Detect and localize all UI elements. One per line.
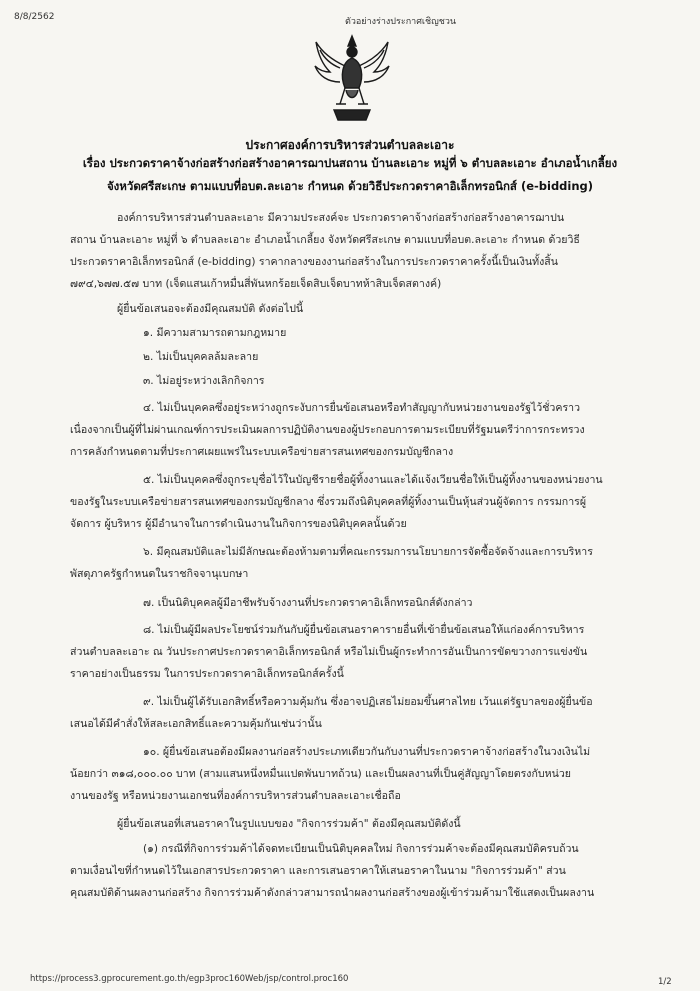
intro-line: องค์การบริหารส่วนตำบลละเอาะ มีความประสงค์จะ ประกวดราคาจ้างก่อสร้างก่อสร้างอาคารฌาปน	[117, 212, 565, 224]
qualification-item: ๕. ไม่เป็นบุคคลซึ่งถูกระบุชื่อไว้ในบัญชีรายชื่อผู้ทิ้งงานและได้แจ้งเวียนชื่อให้เป็นผู้ทิ้งงานของหน่วยงาน	[143, 474, 603, 486]
garuda-emblem-icon	[312, 32, 392, 126]
subject-line-1: เรื่อง ประกวดราคาจ้างก่อสร้างก่อสร้างอาคารฌาปนสถาน บ้านละเอาะ หมู่ที่ ๖ ตำบลละเอาะ อำเภอน้ำเกลี้ยง	[82, 156, 618, 170]
joint-venture-item-cont: คุณสมบัติด้านผลงานก่อสร้าง กิจการร่วมค้าดังกล่าวสามารถนำผลงานก่อสร้างของผู้เข้าร่วมค้ามาใช้แสดงเป็นผลงาน	[70, 887, 595, 899]
qualification-item-cont: ราคาอย่างเป็นธรรม ในการประกวดราคาอิเล็กทรอนิกส์ครั้งนี้	[70, 668, 344, 680]
announcement-title: ประกาศองค์การบริหารส่วนตำบลละเอาะ	[245, 138, 455, 152]
qualification-item-cont: งานของรัฐ หรือหน่วยงานเอกชนที่องค์การบริหารส่วนตำบลละเอาะเชื่อถือ	[70, 790, 401, 802]
qualifications-heading: ผู้ยื่นข้อเสนอจะต้องมีคุณสมบัติ ดังต่อไปนี้	[117, 303, 304, 315]
intro-line: ๗๙๔,๖๗๗.๕๗ บาท (เจ็ดแสนเก้าหมื่นสี่พันหกร้อยเจ็ดสิบเจ็ดบาทห้าสิบเจ็ดสตางค์)	[70, 278, 442, 290]
qualification-item: ๙. ไม่เป็นผู้ได้รับเอกสิทธิ์หรือความคุ้มกัน ซึ่งอาจปฏิเสธไม่ยอมขึ้นศาลไทย เว้นแต่รัฐบาลของผู้ยื่นข้อ	[143, 696, 593, 708]
joint-venture-item: (๑) กรณีที่กิจการร่วมค้าได้จดทะเบียนเป็นนิติบุคคลใหม่ กิจการร่วมค้าจะต้องมีคุณสมบัติครบถ้วน	[143, 843, 579, 855]
qualification-item-cont: ของรัฐในระบบเครือข่ายสารสนเทศของกรมบัญชีกลาง ซึ่งรวมถึงนิติบุคคลที่ผู้ทิ้งงานเป็นหุ้นส่วนผู้จัดการ กรรมการผู้	[70, 496, 587, 508]
joint-venture-item-cont: ตามเงื่อนไขที่กำหนดไว้ในเอกสารประกวดราคา และการเสนอราคาให้เสนอราคาในนาม "กิจการร่วมค้า" ส่วน	[70, 865, 566, 877]
intro-line: ประกวดราคาอิเล็กทรอนิกส์ (e-bidding) ราคากลางของงานก่อสร้างในการประกวดราคาครั้งนี้เป็นเงินทั้งสิ้น	[70, 256, 558, 268]
page-number: 1/2	[658, 977, 672, 987]
qualification-item: ๔. ไม่เป็นบุคคลซึ่งอยู่ระหว่างถูกระงับการยื่นข้อเสนอหรือทำสัญญากับหน่วยงานของรัฐไว้ชั่วคราว	[143, 402, 581, 414]
qualification-item-cont: เนื่องจากเป็นผู้ที่ไม่ผ่านเกณฑ์การประเมินผลการปฏิบัติงานของผู้ประกอบการตามระเบียบที่รัฐมนตรีว่าการกระทรวง	[70, 424, 585, 436]
qualification-item-cont: ส่วนตำบลละเอาะ ณ วันประกาศประกวดราคาอิเล็กทรอนิกส์ หรือไม่เป็นผู้กระทำการอันเป็นการขัดขวางการแข่งขัน	[70, 646, 588, 658]
qualification-item: ๗. เป็นนิติบุคคลผู้มีอาชีพรับจ้างงานที่ประกวดราคาอิเล็กทรอนิกส์ดังกล่าว	[143, 597, 473, 609]
print-date: 8/8/2562	[14, 12, 55, 22]
intro-line: สถาน บ้านละเอาะ หมู่ที่ ๖ ตำบลละเอาะ อำเภอน้ำเกลี้ยง จังหวัดศรีสะเกษ ตามแบบที่อบต.ละเอาะ กำหนด ด้วยวิธี	[70, 234, 580, 246]
qualification-item: ๘. ไม่เป็นผู้มีผลประโยชน์ร่วมกันกับผู้ยื่นข้อเสนอราคารายอื่นที่เข้ายื่นข้อเสนอให้แก่องค์การบริหาร	[143, 624, 585, 636]
qualification-item-cont: พัสดุภาครัฐกำหนดในราชกิจจานุเบกษา	[70, 568, 249, 580]
qualification-item: ๓. ไม่อยู่ระหว่างเลิกกิจการ	[143, 375, 265, 387]
footer-url: https://process3.gprocurement.go.th/egp3proc160Web/jsp/control.proc160	[30, 974, 349, 984]
joint-venture-heading: ผู้ยื่นข้อเสนอที่เสนอราคาในรูปแบบของ "กิจการร่วมค้า" ต้องมีคุณสมบัติดังนี้	[117, 818, 461, 830]
draft-note: ตัวอย่างร่างประกาศเชิญชวน	[345, 17, 457, 27]
qualification-item: ๒. ไม่เป็นบุคคลล้มละลาย	[143, 351, 259, 363]
qualification-item: ๑๐. ผู้ยื่นข้อเสนอต้องมีผลงานก่อสร้างประเภทเดียวกันกับงานที่ประกวดราคาจ้างก่อสร้างในวงเงินไม่	[143, 746, 591, 758]
qualification-item-cont: น้อยกว่า ๓๑๘,๐๐๐.๐๐ บาท (สามแสนหนึ่งหมื่นแปดพันบาทถ้วน) และเป็นผลงานที่เป็นคู่สัญญาโดยตรงกับหน่วย	[70, 768, 571, 780]
qualification-item: ๖. มีคุณสมบัติและไม่มีลักษณะต้องห้ามตามที่คณะกรรมการนโยบายการจัดซื้อจัดจ้างและการบริหาร	[143, 546, 593, 558]
qualification-item: ๑. มีความสามารถตามกฎหมาย	[143, 327, 287, 339]
subject-line-2: จังหวัดศรีสะเกษ ตามแบบที่อบต.ละเอาะ กำหนด ด้วยวิธีประกวดราคาอิเล็กทรอนิกส์ (e-bidding)	[106, 179, 594, 193]
qualification-item-cont: เสนอได้มีคำสั่งให้สละเอกสิทธิ์และความคุ้มกันเช่นว่านั้น	[70, 718, 322, 730]
qualification-item-cont: การคลังกำหนดตามที่ประกาศเผยแพร่ในระบบเครือข่ายสารสนเทศของกรมบัญชีกลาง	[70, 446, 454, 458]
qualification-item-cont: จัดการ ผู้บริหาร ผู้มีอำนาจในการดำเนินงานในกิจการของนิติบุคคลนั้นด้วย	[70, 518, 407, 530]
